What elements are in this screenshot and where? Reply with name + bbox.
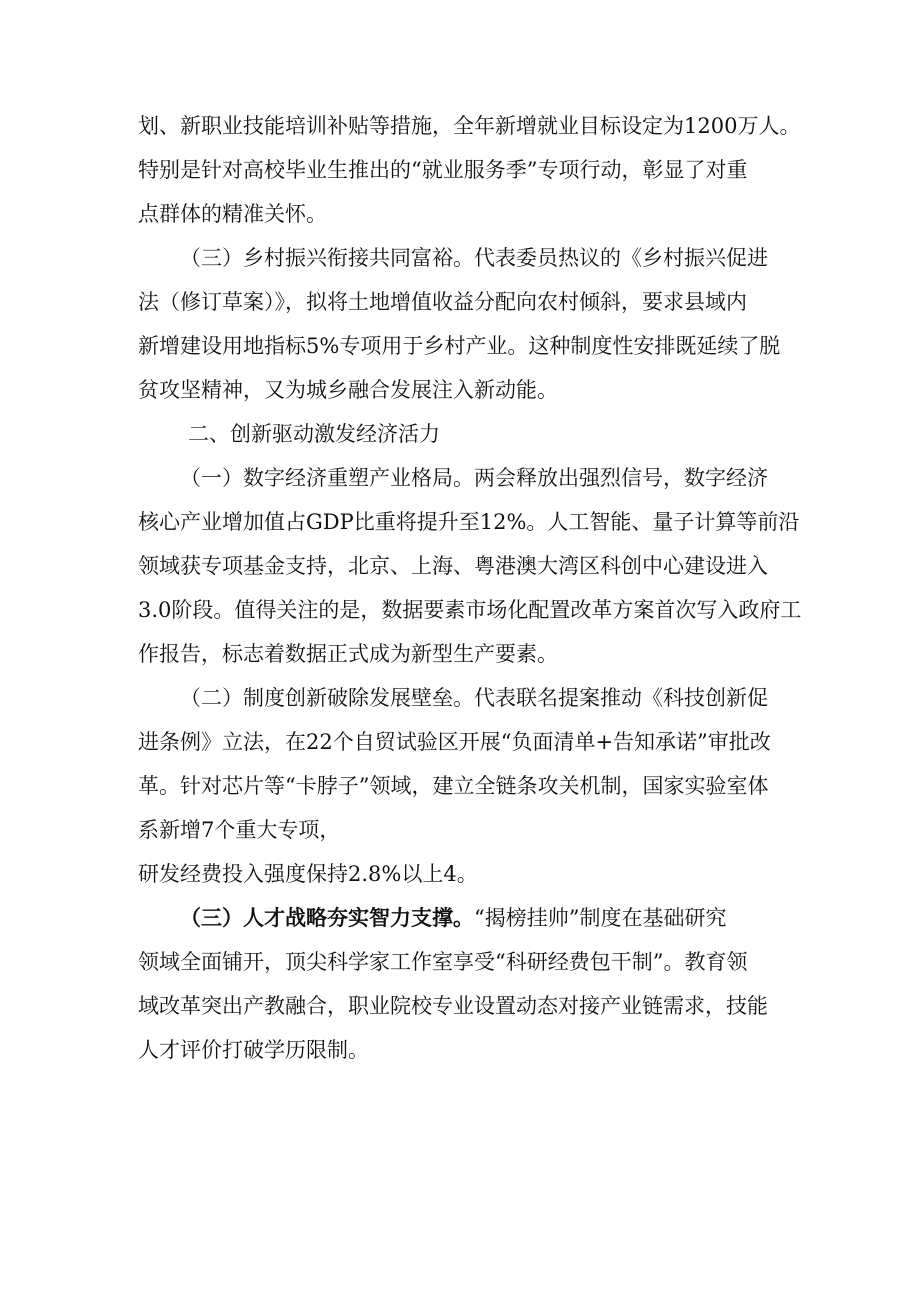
text-line: 系新增7个重大专项， — [138, 818, 341, 842]
text-line: 划、新职业技能培训补贴等措施，全年新增就业目标设定为1200万人。 — [138, 114, 801, 138]
text-line: 特别是针对高校毕业生推出的“就业服务季”专项行动，彰显了对重 — [138, 158, 748, 182]
text-line: 新增建设用地指标5%专项用于乡村产业。这种制度性安排既延续了脱 — [138, 334, 781, 358]
text-line: 领域获专项基金支持，北京、上海、粤港澳大湾区科创中心建设进入 — [138, 554, 768, 578]
paragraph-institutional-innovation — [138, 676, 798, 896]
text-run: “揭榜挂帅”制度在基础研究 — [474, 906, 727, 930]
document-page — [138, 104, 802, 1072]
text-line: 点群体的精准关怀。 — [138, 202, 327, 226]
text-line: （二）制度创新破除发展壁垒。代表联名提案推动《科技创新促 — [180, 686, 768, 710]
paragraph-employment-continued — [138, 104, 801, 236]
text-line: 域改革突出产教融合，职业院校专业设置动态对接产业链需求，技能 — [138, 994, 768, 1018]
text-line: 人才评价打破学历限制。 — [138, 1038, 369, 1062]
text-line: （一）数字经济重塑产业格局。两会释放出强烈信号，数字经济 — [180, 466, 768, 490]
paragraph-rural-revitalization — [138, 236, 798, 412]
text-line: 革。针对芯片等“卡脖子”领域，建立全链条攻关机制，国家实验室体 — [138, 774, 769, 798]
text-line — [138, 896, 798, 940]
text-line: （三）乡村振兴衔接共同富裕。代表委员热议的《乡村振兴促进 — [180, 246, 768, 270]
paragraph-digital-economy — [138, 456, 802, 676]
text-line: 进条例》立法，在22个自贸试验区开展“负面清单+告知承诺”审批改 — [138, 730, 771, 754]
text-line: 研发经费投入强度保持2.8%以上4。 — [138, 862, 478, 886]
section-heading: 二、创新驱动激发经济活力 — [188, 422, 440, 446]
text-line: 3.0阶段。值得关注的是，数据要素市场化配置改革方案首次写入政府工 — [138, 598, 802, 622]
paragraph-talent-strategy — [138, 896, 798, 1072]
text-line: 贫攻坚精神，又为城乡融合发展注入新动能。 — [138, 378, 558, 402]
text-line: 作报告，标志着数据正式成为新型生产要素。 — [138, 642, 558, 666]
text-line: 核心产业增加值占GDP比重将提升至12%。人工智能、量子计算等前沿 — [138, 510, 800, 534]
bold-lead: （三）人才战略夯实智力支撑。 — [180, 905, 474, 930]
text-line: 法（修订草案）》，拟将土地增值收益分配向农村倾斜，要求县域内 — [138, 290, 747, 314]
text-line: 领域全面铺开，顶尖科学家工作室享受“科研经费包干制”。教育领 — [138, 950, 748, 974]
